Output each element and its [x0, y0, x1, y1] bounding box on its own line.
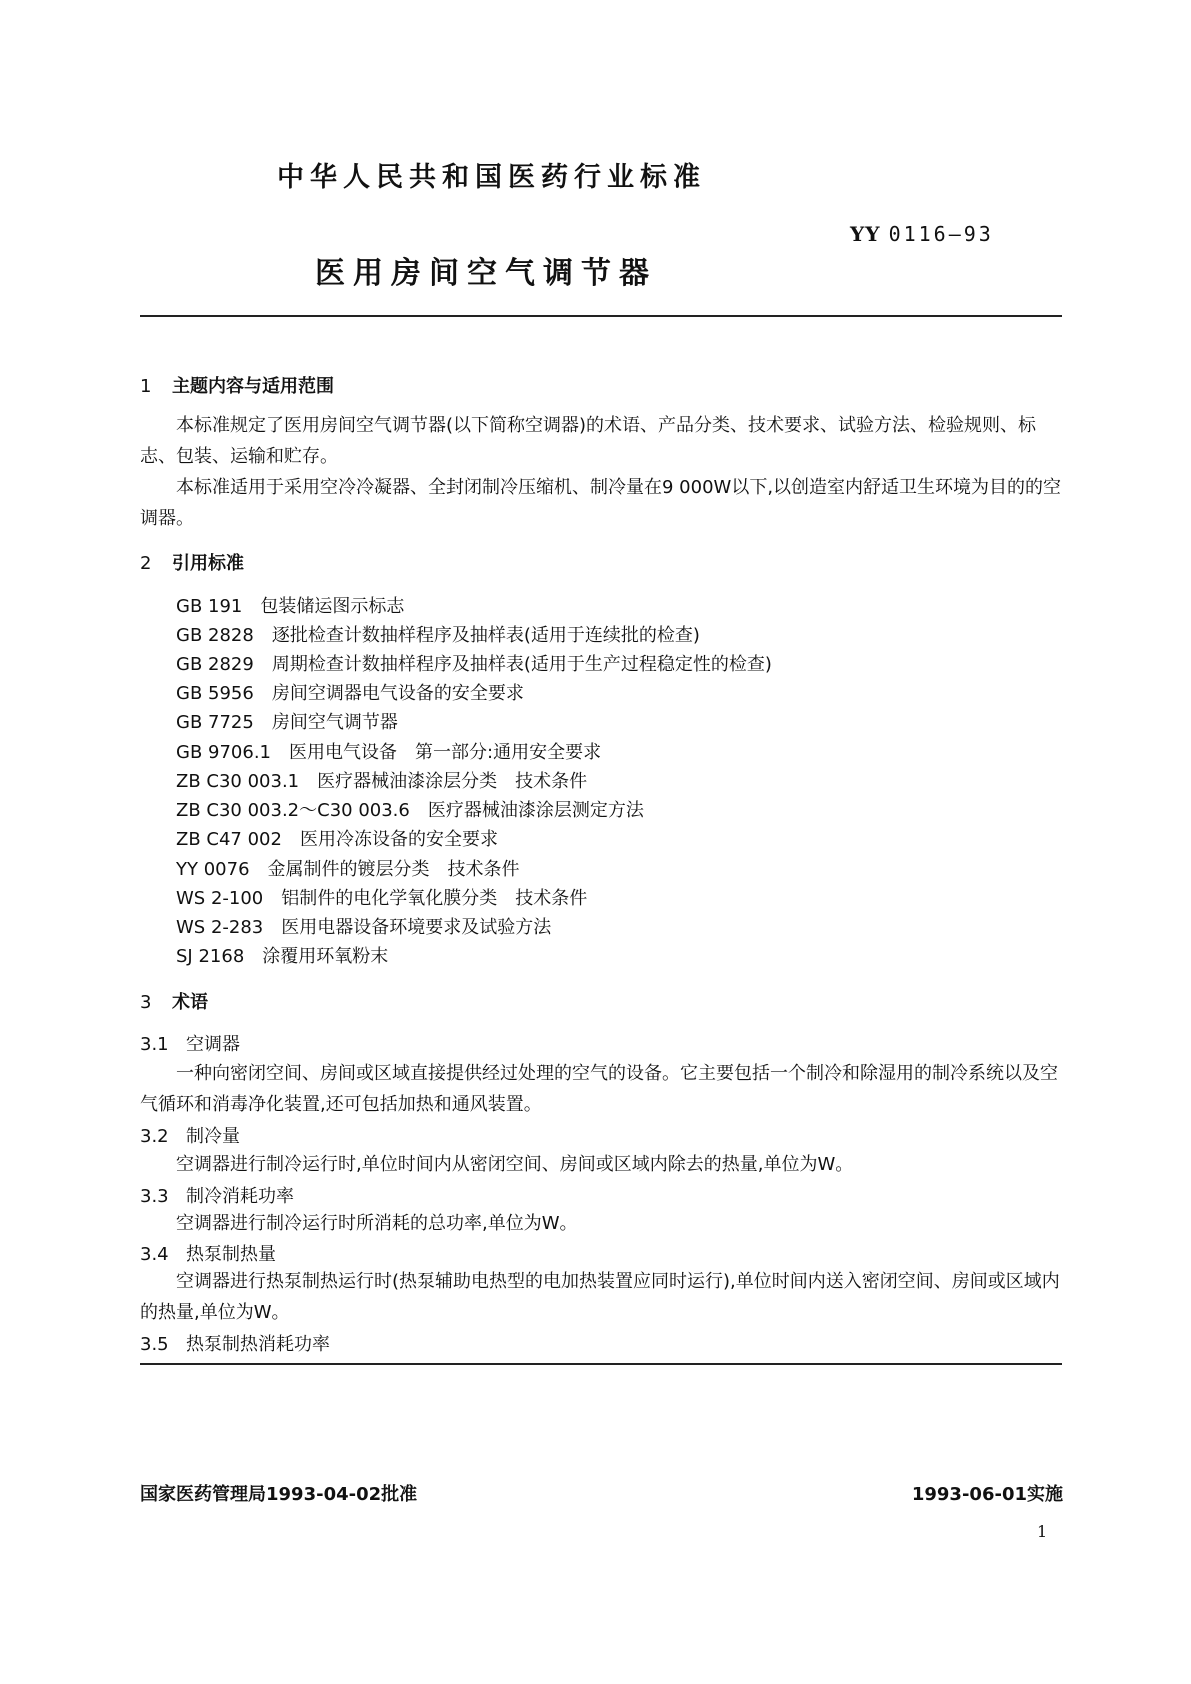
term-3-4-definition: 空调器进行热泵制热运行时(热泵辅助电热型的电加热装置应同时运行),单位时间内送入密闭空间、房间或区域内的热量,单位为W。	[140, 1271, 1060, 1323]
section-number: 2	[140, 553, 152, 574]
reference-code: GB 7725	[176, 712, 254, 733]
term-3-1-definition: 一种向密闭空间、房间或区域直接提供经过处理的空气的设备。它主要包括一个制冷和除湿用的制冷系统以及空气循环和消毒净化装置,还可包括加热和通风装置。	[140, 1063, 1058, 1115]
implementation-date: 1993-06-01实施	[911, 1484, 1063, 1505]
reference-title: 医疗器械油漆涂层测定方法	[427, 800, 644, 821]
reference-title: 医疗器械油漆涂层分类 技术条件	[317, 771, 588, 792]
term-3-5-heading	[140, 1330, 330, 1356]
term-title: 空调器	[186, 1034, 240, 1055]
reference-title: 金属制件的镀层分类 技术条件	[267, 859, 520, 880]
term-3-1-heading	[140, 1030, 240, 1056]
reference-title: 医用电器设备环境要求及试验方法	[281, 917, 552, 938]
term-3-4-heading	[140, 1240, 276, 1266]
reference-item	[176, 767, 587, 793]
reference-title: 房间空气调节器	[271, 712, 398, 733]
term-title: 热泵制热消耗功率	[186, 1334, 330, 1355]
section-3-heading	[140, 988, 208, 1014]
reference-code: GB 2829	[176, 654, 254, 675]
term-number: 3.2	[140, 1126, 169, 1147]
code-number: 0116—93	[888, 222, 994, 246]
term-number: 3.5	[140, 1334, 169, 1355]
term-number: 3.4	[140, 1244, 169, 1265]
reference-title: 涂覆用环氧粉末	[262, 946, 389, 967]
reference-code: YY 0076	[176, 859, 250, 880]
reference-item	[176, 942, 388, 968]
section-1-para-1: 本标准规定了医用房间空气调节器(以下简称空调器)的术语、产品分类、技术要求、试验方法、检验规则、标志、包装、运输和贮存。	[140, 415, 1037, 467]
reference-item	[176, 650, 772, 676]
reference-title: 逐批检查计数抽样程序及抽样表(适用于连续批的检查)	[271, 625, 700, 646]
reference-title: 房间空调器电气设备的安全要求	[271, 683, 524, 704]
reference-code: WS 2-100	[176, 888, 264, 909]
standard-code	[850, 222, 994, 246]
reference-item	[176, 855, 520, 881]
section-number: 3	[140, 992, 152, 1013]
header-divider	[140, 315, 1062, 317]
reference-title: 医用冷冻设备的安全要求	[299, 829, 498, 850]
reference-code: GB 5956	[176, 683, 254, 704]
reference-code: ZB C30 003.1	[176, 771, 300, 792]
reference-title: 铝制件的电化学氧化膜分类 技术条件	[281, 888, 588, 909]
reference-item	[176, 913, 551, 939]
reference-code: ZB C47 002	[176, 829, 282, 850]
section-title: 术语	[172, 992, 208, 1013]
reference-item	[176, 825, 498, 851]
term-number: 3.3	[140, 1186, 169, 1207]
term-number: 3.1	[140, 1034, 169, 1055]
reference-item	[176, 796, 644, 822]
section-number: 1	[140, 376, 152, 397]
term-3-3-definition: 空调器进行制冷运行时所消耗的总功率,单位为W。	[176, 1213, 578, 1234]
reference-item	[176, 738, 601, 764]
reference-title: 医用电气设备 第一部分:通用安全要求	[289, 742, 602, 763]
reference-code: ZB C30 003.2～C30 003.6	[176, 800, 410, 821]
reference-code: GB 9706.1	[176, 742, 272, 763]
term-title: 热泵制热量	[186, 1244, 276, 1265]
page-number: 1	[1037, 1522, 1048, 1541]
reference-code: WS 2-283	[176, 917, 264, 938]
reference-code: GB 2828	[176, 625, 254, 646]
reference-item	[176, 679, 524, 705]
reference-item	[176, 708, 398, 734]
code-prefix: YY	[850, 222, 881, 246]
reference-code: GB 191	[176, 596, 243, 617]
term-title: 制冷量	[186, 1126, 240, 1147]
reference-item	[176, 884, 587, 910]
footer-divider	[140, 1363, 1062, 1365]
approval-date: 国家医药管理局1993-04-02批准	[140, 1484, 418, 1505]
reference-item	[176, 621, 700, 647]
term-title: 制冷消耗功率	[186, 1186, 294, 1207]
reference-code: SJ 2168	[176, 946, 245, 967]
reference-item	[176, 592, 404, 618]
doc-title: 医用房间空气调节器	[315, 256, 657, 291]
term-3-2-definition: 空调器进行制冷运行时,单位时间内从密闭空间、房间或区域内除去的热量,单位为W。	[176, 1154, 854, 1175]
term-3-2-heading	[140, 1122, 240, 1148]
reference-title: 周期检查计数抽样程序及抽样表(适用于生产过程稳定性的检查)	[271, 654, 772, 675]
section-1-para-2: 本标准适用于采用空冷冷凝器、全封闭制冷压缩机、制冷量在9 000W以下,以创造室内舒适卫生环境为目的的空调器。	[140, 477, 1062, 529]
section-1-heading	[140, 372, 334, 398]
standard-category: 中华人民共和国医药行业标准	[277, 162, 706, 193]
section-title: 引用标准	[172, 553, 244, 574]
term-3-3-heading	[140, 1182, 294, 1208]
section-title: 主题内容与适用范围	[172, 376, 334, 397]
reference-title: 包装储运图示标志	[260, 596, 405, 617]
section-2-heading	[140, 549, 244, 575]
